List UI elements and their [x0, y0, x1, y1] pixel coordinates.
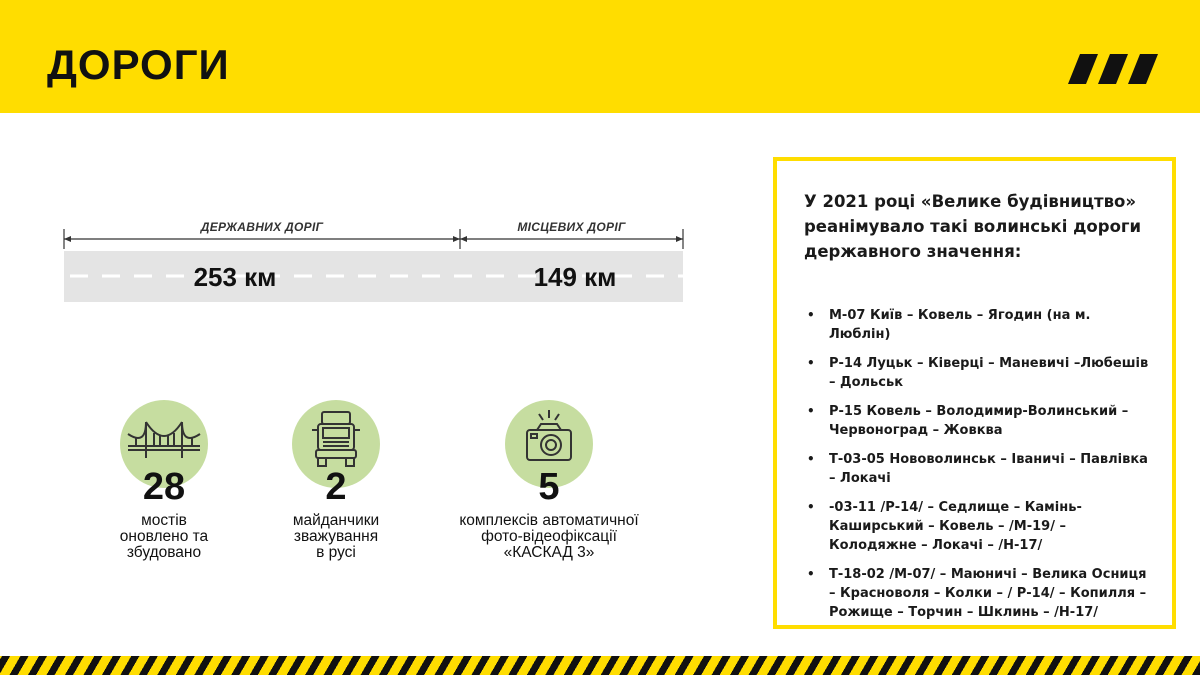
cameras-count: 5 [538, 466, 560, 508]
list-item: • Р-15 Ковель – Володимир-Волинський – Червоноград – Жовква [805, 402, 1155, 440]
panel-heading: У 2021 році «Велике будівництво» реанімувало такі волинські дороги державного значення: [804, 192, 1142, 261]
local-roads-length: 149 км [533, 262, 617, 292]
page-title: ДОРОГИ [47, 41, 230, 88]
list-item: • Р-14 Луцьк – Ківерці – Маневичі –Любешів – Дольськ [805, 354, 1155, 392]
state-roads-length: 253 км [193, 262, 277, 292]
bridges-count: 28 [142, 466, 186, 508]
slashes-decoration-icon [1068, 54, 1158, 84]
cameras-label: комплексів автоматичної фото-відеофіксації «КАСКАД 3» [459, 512, 639, 561]
header-bar [0, 0, 1200, 113]
list-item: • Т-03-05 Нововолинськ – Іваничі – Павлівка – Локачі [805, 450, 1155, 488]
weigh-stations-count: 2 [325, 466, 347, 508]
list-item: • М-07 Київ – Ковель – Ягодин (на м. Люблін) [805, 306, 1155, 344]
list-item: • Т-18-02 /М-07/ – Маюничі – Велика Осниця – Красноволя – Колки – / Р-14/ – Копилля – Рожище – Торчин – Шклинь – /Н-17/ [805, 565, 1155, 622]
weigh-stations-label: майданчики зважування в русі [292, 512, 380, 561]
local-roads-label: МІСЦЕВИХ ДОРІГ [517, 220, 626, 234]
state-roads-label: ДЕРЖАВНИХ ДОРІГ [200, 220, 324, 234]
roads-list [805, 306, 1155, 632]
bridges-label: мостів оновлено та збудовано [119, 512, 209, 561]
dimension-line [60, 227, 688, 251]
list-item: • -03-11 /Р-14/ – Седлище – Камінь-Каширський – Ковель – /М-19/ – Колодяжне – Локачі – /Н-17/ [805, 498, 1155, 555]
hazard-stripe [0, 656, 1200, 675]
roads-info-panel [773, 157, 1176, 629]
